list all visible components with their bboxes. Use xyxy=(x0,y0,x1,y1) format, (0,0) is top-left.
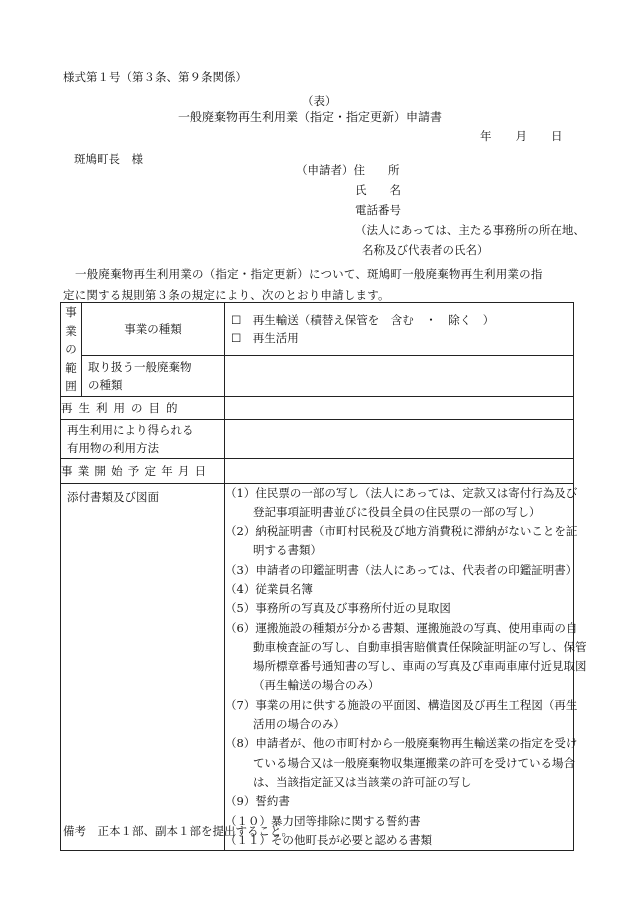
attachments-list xyxy=(225,483,587,851)
date-line xyxy=(480,128,563,144)
waste-type-label-line1: 取り扱う一般廃棄物 xyxy=(88,359,192,374)
page-title: 一般廃棄物再生利用業（指定・指定更新）申請書 xyxy=(178,110,443,124)
intro-paragraph xyxy=(63,264,578,306)
applicant-note-line1: （法人にあっては、主たる事務所の所在地、 xyxy=(355,223,585,237)
attachment-item: （9）誓約書 xyxy=(225,794,290,809)
attachment-item-cont: ている場合又は一般廃棄物収集運搬業の許可を受けている場合 xyxy=(253,755,575,770)
attachment-item: （2）納税証明書（市町村民税及び地方消費税に滞納がないことを証 xyxy=(225,524,578,539)
date-year-label: 年 xyxy=(480,129,492,143)
attachment-item: （１１）その他町長が必要と認める書類 xyxy=(225,832,432,847)
option-recycle-use[interactable]: ☐ 再生活用 xyxy=(231,331,299,346)
attachment-item: （7）事業の用に供する施設の平面図、構造図及び再生工程図（再生 xyxy=(225,697,578,712)
scope-char: 囲 xyxy=(65,379,77,393)
purpose-field[interactable] xyxy=(225,396,574,419)
option-recycle-transport[interactable]: ☐ 再生輸送（積替え保管を 含む ・ 除く ） xyxy=(231,313,495,328)
front-side-label: （表） xyxy=(302,94,337,108)
attachment-item-cont: 活用の場合のみ） xyxy=(253,717,345,732)
attachment-item-cont: 登記事項証明書並びに役員全員の住民票の一部の写し） xyxy=(253,504,541,519)
addressee: 斑鳩町長 様 xyxy=(74,152,143,166)
date-month-label: 月 xyxy=(515,129,527,143)
attachment-item: （3）申請者の印鑑証明書（法人にあっては、代表者の印鑑証明書） xyxy=(225,562,578,577)
scope-char: 業 xyxy=(65,323,77,338)
date-day-label: 日 xyxy=(551,129,563,143)
business-type-label: 事業の種類 xyxy=(82,303,225,356)
intro-line1: 一般廃棄物再生利用業の（指定・指定更新）について、斑鳩町一般廃棄物再生利用業の指 xyxy=(75,267,543,281)
use-method-label-line1: 再生利用により得られる xyxy=(67,422,194,437)
intro-line2: 定に関する規則第３条の規定により、次のとおり申請します。 xyxy=(63,288,390,302)
attachment-item-cont: 場所標章番号通知書の写し、車両の写真及び車両車庫付近見取図 xyxy=(253,659,587,674)
scope-char: 範 xyxy=(65,360,77,375)
business-scope-label xyxy=(61,303,82,397)
applicant-phone-label: 電話番号 xyxy=(355,203,401,217)
attachment-item: （1）住民票の一部の写し（法人にあっては、定款又は寄付行為及び xyxy=(225,485,578,500)
application-table xyxy=(60,302,587,851)
start-date-label: 事業開始予定年月日 xyxy=(61,458,225,483)
applicant-note-line2: 名称及び代表者の氏名） xyxy=(362,243,489,257)
attachment-item: （１０）暴力団等排除に関する誓約書 xyxy=(225,813,421,828)
use-method-field[interactable] xyxy=(225,419,574,458)
purpose-label: 再生利用の目的 xyxy=(61,396,225,419)
attachment-item: （8）申請者が、他の市町村から一般廃棄物再生輸送業の指定を受け xyxy=(225,736,578,751)
use-method-label xyxy=(61,419,225,458)
scope-char: 事 xyxy=(65,305,77,319)
attachment-item: （4）従業員名簿 xyxy=(225,581,313,596)
use-method-label-line2: 有用物の利用方法 xyxy=(67,440,159,455)
attachment-item-cont: 動車検査証の写し、自動車損害賠償責任保険証明証の写し、保管 xyxy=(253,639,587,654)
attachment-item: （5）事務所の写真及び事務所付近の見取図 xyxy=(225,601,451,616)
attachment-item-cont: は、当該指定証又は当該業の許可証の写し xyxy=(253,774,472,789)
attachment-item-cont: 明する書類） xyxy=(253,543,322,558)
scope-char: の xyxy=(65,342,77,356)
applicant-block xyxy=(296,160,585,260)
form-number: 様式第１号（第３条、第９条関係） xyxy=(63,70,247,84)
waste-type-label xyxy=(82,356,225,396)
waste-type-field[interactable] xyxy=(225,356,574,396)
attachment-item-cont: （再生輸送の場合のみ） xyxy=(253,678,380,693)
remark: 備考 正本１部、副本１部を提出すること。 xyxy=(63,824,293,838)
business-type-options xyxy=(225,303,574,356)
waste-type-label-line2: の種類 xyxy=(88,377,123,392)
applicant-address-label: （申請者）住 所 xyxy=(296,163,400,177)
attachments-label: 添付書類及び図面 xyxy=(61,483,225,851)
attachment-item: （6）運搬施設の種類が分かる書類、運搬施設の写真、使用車両の自 xyxy=(225,620,578,635)
start-date-field[interactable] xyxy=(225,458,574,483)
applicant-name-label: 氏 名 xyxy=(355,183,401,197)
